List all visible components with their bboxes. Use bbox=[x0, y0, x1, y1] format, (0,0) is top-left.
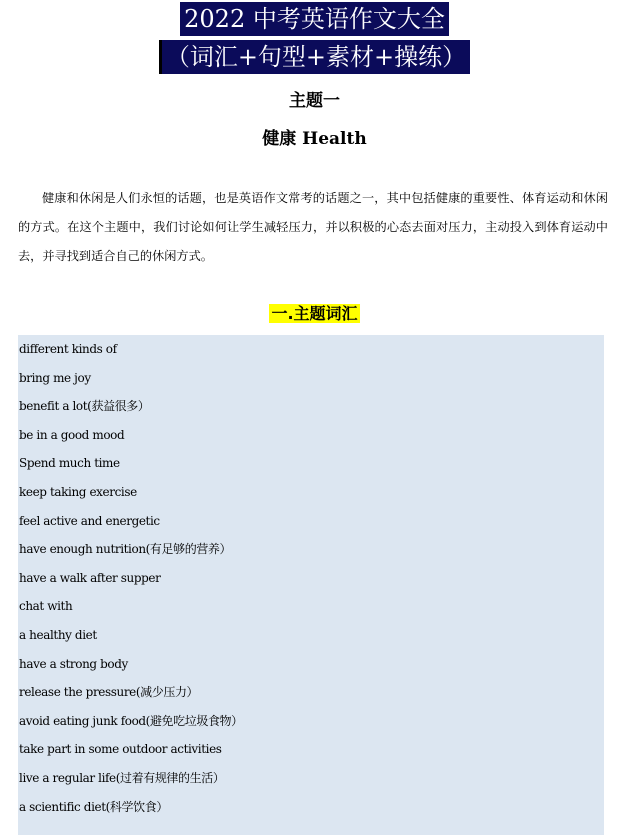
document-title-line-2 bbox=[0, 40, 629, 74]
vocab-item: benefit a lot(获益很多） bbox=[19, 399, 150, 414]
section-heading bbox=[0, 300, 629, 328]
vocab-item: a scientific diet(科学饮食） bbox=[19, 799, 168, 814]
title-line-1-text: 2022 中考英语作文大全 bbox=[180, 2, 449, 36]
vocab-item: have a walk after supper bbox=[19, 570, 161, 585]
vocab-item: chat with bbox=[19, 599, 73, 614]
vocabulary-list bbox=[18, 335, 604, 821]
vocab-item: bring me joy bbox=[19, 370, 91, 385]
vocab-item: have enough nutrition(有足够的营养） bbox=[19, 542, 232, 557]
vocab-item: have a strong body bbox=[19, 656, 128, 671]
vocab-item: take part in some outdoor activities bbox=[19, 742, 222, 757]
document-title-line-1 bbox=[0, 2, 629, 36]
vocab-item: be in a good mood bbox=[19, 427, 125, 442]
vocab-item: keep taking exercise bbox=[19, 484, 137, 499]
topic-name-heading: 健康 Health bbox=[262, 129, 367, 149]
intro-paragraph: 健康和休闲是人们永恒的话题，也是英语作文常考的话题之一，其中包括健康的重要性、体育运动和休闲的方式。在这个主题中，我们讨论如何让学生减轻压力，并以积极的心态去面对压力，主动投入到体育运动中去，并寻找到适合自己的休闲方式。 bbox=[18, 191, 608, 263]
vocab-item: a healthy diet bbox=[19, 627, 97, 642]
topic-number-heading: 主题一 bbox=[289, 91, 340, 111]
vocabulary-box bbox=[18, 335, 604, 835]
vocab-item: different kinds of bbox=[19, 342, 117, 356]
vocab-item: release the pressure(减少压力） bbox=[19, 685, 199, 700]
section-heading-text: 一.主题词汇 bbox=[271, 304, 358, 323]
vocab-item: avoid eating junk food(避免吃垃圾食物） bbox=[19, 713, 243, 728]
vocab-item: feel active and energetic bbox=[19, 513, 160, 528]
vocab-item: live a regular life(过着有规律的生活） bbox=[19, 770, 225, 785]
vocab-item: Spend much time bbox=[19, 456, 120, 471]
title-line-2-text: （词汇+句型+素材+操练） bbox=[159, 40, 470, 74]
